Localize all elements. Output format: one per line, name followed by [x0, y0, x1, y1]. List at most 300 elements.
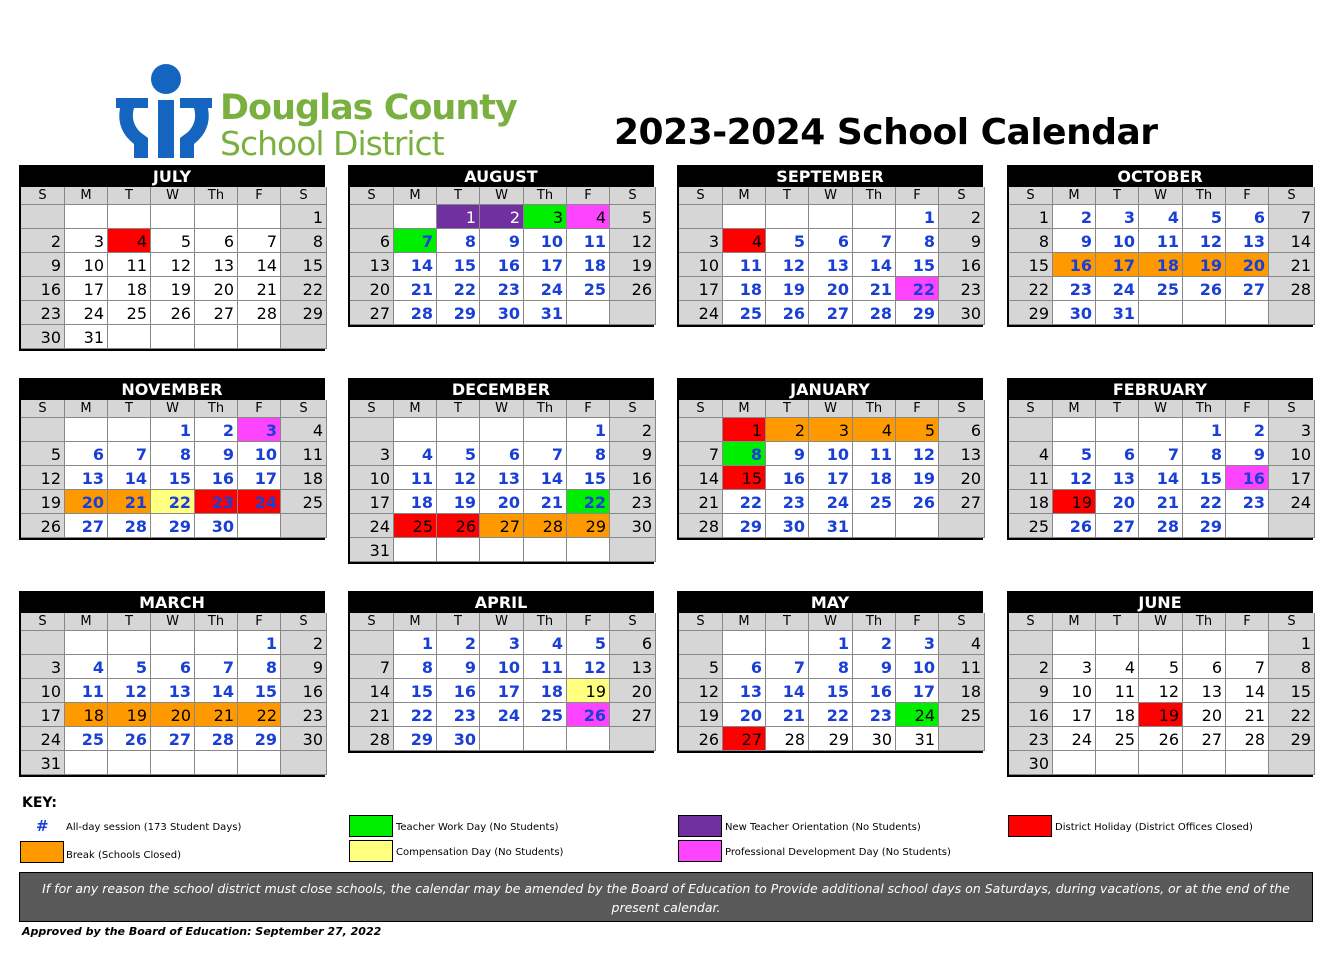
day-cell: 18	[723, 277, 766, 301]
day-cell: 25	[108, 301, 151, 325]
day-cell: 13	[65, 466, 108, 490]
weekday-header: M	[1053, 187, 1096, 205]
day-cell: 30	[480, 301, 524, 325]
day-cell: 14	[238, 253, 281, 277]
day-grid	[677, 187, 983, 327]
day-cell: 24	[1053, 727, 1096, 751]
day-cell: 8	[437, 229, 480, 253]
day-cell: 2	[437, 631, 480, 655]
day-cell: 26	[108, 727, 151, 751]
day-grid	[19, 187, 325, 351]
school-day-marker: #	[36, 817, 49, 835]
weekday-header: T	[766, 400, 809, 418]
day-cell: 16	[1226, 466, 1269, 490]
empty-cell	[809, 205, 853, 229]
day-cell: 16	[939, 253, 985, 277]
empty-cell	[853, 205, 896, 229]
empty-cell	[1096, 631, 1139, 655]
day-cell: 23	[1053, 277, 1096, 301]
empty-cell	[567, 538, 610, 562]
day-cell: 28	[1139, 514, 1183, 538]
day-cell: 6	[939, 418, 985, 442]
weekday-header: Th	[853, 187, 896, 205]
day-cell: 17	[480, 679, 524, 703]
day-cell: 12	[1053, 466, 1096, 490]
day-cell: 24	[480, 703, 524, 727]
month-january	[677, 378, 983, 540]
holiday-swatch	[1008, 815, 1052, 837]
weekday-header: S	[21, 613, 65, 631]
day-cell: 25	[723, 301, 766, 325]
empty-cell	[65, 418, 108, 442]
empty-cell	[1183, 751, 1226, 775]
empty-cell	[394, 538, 437, 562]
weekday-header: S	[939, 187, 985, 205]
day-cell: 23	[480, 277, 524, 301]
weekday-header: W	[151, 400, 195, 418]
empty-cell	[195, 325, 238, 349]
weekday-header: S	[350, 187, 394, 205]
day-cell: 6	[480, 442, 524, 466]
empty-cell	[480, 727, 524, 751]
month-name: MAY	[677, 591, 983, 613]
day-cell: 7	[108, 442, 151, 466]
day-cell: 16	[1009, 703, 1053, 727]
day-cell: 1	[394, 631, 437, 655]
day-cell: 13	[1096, 466, 1139, 490]
empty-cell	[238, 325, 281, 349]
day-cell: 8	[1009, 229, 1053, 253]
empty-cell	[723, 631, 766, 655]
day-cell: 20	[610, 679, 656, 703]
day-grid	[677, 613, 983, 753]
new-teacher-swatch	[678, 815, 722, 837]
day-cell: 5	[610, 205, 656, 229]
empty-cell	[1269, 514, 1315, 538]
month-name: AUGUST	[348, 165, 654, 187]
empty-cell	[1139, 301, 1183, 325]
weekday-header: S	[1269, 400, 1315, 418]
day-cell: 31	[524, 301, 567, 325]
weekday-header: F	[1226, 613, 1269, 631]
empty-cell	[394, 205, 437, 229]
weekday-header: F	[1226, 187, 1269, 205]
logo-figure-icon	[112, 60, 217, 165]
weekday-header: T	[437, 400, 480, 418]
day-cell: 22	[809, 703, 853, 727]
day-cell: 16	[1053, 253, 1096, 277]
day-cell: 18	[567, 253, 610, 277]
weekday-header: Th	[853, 400, 896, 418]
day-cell: 27	[195, 301, 238, 325]
day-cell: 30	[766, 514, 809, 538]
day-cell: 6	[65, 442, 108, 466]
day-cell: 5	[766, 229, 809, 253]
empty-cell	[1096, 418, 1139, 442]
day-cell: 6	[1183, 655, 1226, 679]
day-cell: 22	[281, 277, 327, 301]
day-cell: 17	[896, 679, 939, 703]
empty-cell	[195, 205, 238, 229]
day-cell: 2	[480, 205, 524, 229]
day-cell: 26	[896, 490, 939, 514]
day-cell: 4	[65, 655, 108, 679]
day-cell: 20	[1183, 703, 1226, 727]
empty-cell	[1096, 751, 1139, 775]
weekday-header: Th	[1183, 187, 1226, 205]
weekday-header: F	[238, 613, 281, 631]
day-cell: 24	[679, 301, 723, 325]
day-cell: 2	[610, 418, 656, 442]
day-cell: 1	[567, 418, 610, 442]
day-grid	[348, 187, 654, 327]
month-name: DECEMBER	[348, 378, 654, 400]
day-cell: 7	[1139, 442, 1183, 466]
day-cell: 13	[480, 466, 524, 490]
day-cell: 30	[21, 325, 65, 349]
empty-cell	[480, 538, 524, 562]
weekday-header: W	[480, 400, 524, 418]
day-cell: 9	[853, 655, 896, 679]
empty-cell	[350, 418, 394, 442]
day-cell: 13	[151, 679, 195, 703]
empty-cell	[238, 205, 281, 229]
weekday-header: S	[21, 187, 65, 205]
day-cell: 21	[853, 277, 896, 301]
day-cell: 26	[567, 703, 610, 727]
logo-line-2: School District	[220, 124, 444, 163]
day-cell: 8	[896, 229, 939, 253]
day-cell: 24	[350, 514, 394, 538]
empty-cell	[1183, 301, 1226, 325]
day-cell: 5	[151, 229, 195, 253]
weekday-header: Th	[524, 400, 567, 418]
weekday-header: M	[394, 187, 437, 205]
day-cell: 22	[567, 490, 610, 514]
weekday-header: S	[281, 613, 327, 631]
day-cell: 3	[238, 418, 281, 442]
day-cell: 16	[437, 679, 480, 703]
weekday-header: W	[1139, 613, 1183, 631]
day-cell: 20	[1096, 490, 1139, 514]
day-cell: 4	[723, 229, 766, 253]
day-cell: 14	[524, 466, 567, 490]
empty-cell	[1009, 631, 1053, 655]
day-cell: 26	[1053, 514, 1096, 538]
empty-cell	[610, 301, 656, 325]
key-compensation: Compensation Day (No Students)	[396, 847, 564, 858]
day-cell: 7	[766, 655, 809, 679]
day-cell: 2	[853, 631, 896, 655]
day-cell: 9	[610, 442, 656, 466]
day-cell: 4	[939, 631, 985, 655]
weekday-header: S	[281, 187, 327, 205]
day-cell: 29	[281, 301, 327, 325]
day-cell: 12	[610, 229, 656, 253]
day-cell: 19	[1183, 253, 1226, 277]
day-cell: 21	[394, 277, 437, 301]
day-cell: 3	[1053, 655, 1096, 679]
weekday-header: S	[610, 400, 656, 418]
day-cell: 13	[723, 679, 766, 703]
day-cell: 25	[939, 703, 985, 727]
weekday-header: M	[394, 613, 437, 631]
day-cell: 10	[896, 655, 939, 679]
day-cell: 29	[1183, 514, 1226, 538]
empty-cell	[1053, 751, 1096, 775]
day-cell: 6	[610, 631, 656, 655]
day-cell: 31	[350, 538, 394, 562]
weekday-header: S	[281, 400, 327, 418]
day-cell: 31	[896, 727, 939, 751]
day-cell: 9	[939, 229, 985, 253]
day-cell: 30	[1053, 301, 1096, 325]
empty-cell	[766, 205, 809, 229]
day-cell: 9	[281, 655, 327, 679]
day-cell: 9	[1226, 442, 1269, 466]
day-grid	[348, 400, 654, 564]
empty-cell	[1183, 631, 1226, 655]
weekday-header: Th	[524, 187, 567, 205]
month-name: NOVEMBER	[19, 378, 325, 400]
day-cell: 27	[809, 301, 853, 325]
empty-cell	[480, 418, 524, 442]
month-july	[19, 165, 325, 351]
weekday-header: T	[437, 187, 480, 205]
day-cell: 20	[480, 490, 524, 514]
weekday-header: M	[723, 400, 766, 418]
weekday-header: S	[679, 400, 723, 418]
weekday-header: Th	[1183, 613, 1226, 631]
day-cell: 3	[480, 631, 524, 655]
day-cell: 1	[1183, 418, 1226, 442]
day-cell: 4	[1139, 205, 1183, 229]
day-cell: 27	[65, 514, 108, 538]
day-cell: 12	[766, 253, 809, 277]
day-cell: 2	[939, 205, 985, 229]
weekday-header: M	[1053, 400, 1096, 418]
day-cell: 1	[238, 631, 281, 655]
day-cell: 13	[939, 442, 985, 466]
day-cell: 15	[281, 253, 327, 277]
weekday-header: M	[65, 187, 108, 205]
day-cell: 22	[1269, 703, 1315, 727]
empty-cell	[21, 631, 65, 655]
empty-cell	[939, 727, 985, 751]
day-cell: 15	[896, 253, 939, 277]
day-cell: 24	[1269, 490, 1315, 514]
day-cell: 1	[809, 631, 853, 655]
weekday-header: M	[723, 187, 766, 205]
day-cell: 10	[679, 253, 723, 277]
day-cell: 6	[350, 229, 394, 253]
day-cell: 19	[610, 253, 656, 277]
day-cell: 2	[1009, 655, 1053, 679]
day-cell: 17	[524, 253, 567, 277]
empty-cell	[1226, 514, 1269, 538]
empty-cell	[679, 631, 723, 655]
empty-cell	[195, 751, 238, 775]
day-cell: 25	[1139, 277, 1183, 301]
weekday-header: F	[896, 613, 939, 631]
day-cell: 24	[896, 703, 939, 727]
day-cell: 21	[195, 703, 238, 727]
month-name: JUNE	[1007, 591, 1313, 613]
day-cell: 13	[350, 253, 394, 277]
day-cell: 9	[480, 229, 524, 253]
day-cell: 21	[679, 490, 723, 514]
day-cell: 5	[1053, 442, 1096, 466]
day-cell: 20	[723, 703, 766, 727]
day-cell: 6	[809, 229, 853, 253]
weekday-header: T	[1096, 187, 1139, 205]
day-cell: 27	[480, 514, 524, 538]
month-april	[348, 591, 654, 753]
day-cell: 29	[1009, 301, 1053, 325]
day-cell: 3	[21, 655, 65, 679]
teacher-work-swatch	[349, 815, 393, 837]
day-cell: 15	[151, 466, 195, 490]
month-august	[348, 165, 654, 327]
day-cell: 5	[896, 418, 939, 442]
day-cell: 22	[437, 277, 480, 301]
month-name: FEBRUARY	[1007, 378, 1313, 400]
day-cell: 16	[21, 277, 65, 301]
day-cell: 4	[567, 205, 610, 229]
day-cell: 12	[108, 679, 151, 703]
day-cell: 3	[1269, 418, 1315, 442]
weekday-header: Th	[195, 613, 238, 631]
day-cell: 28	[108, 514, 151, 538]
day-cell: 23	[281, 703, 327, 727]
empty-cell	[1269, 751, 1315, 775]
day-cell: 6	[723, 655, 766, 679]
day-cell: 31	[1096, 301, 1139, 325]
day-cell: 16	[853, 679, 896, 703]
day-cell: 17	[65, 277, 108, 301]
day-cell: 1	[151, 418, 195, 442]
day-cell: 5	[679, 655, 723, 679]
day-cell: 12	[567, 655, 610, 679]
empty-cell	[151, 205, 195, 229]
day-cell: 30	[195, 514, 238, 538]
day-cell: 6	[1226, 205, 1269, 229]
day-cell: 5	[437, 442, 480, 466]
day-cell: 12	[1139, 679, 1183, 703]
day-cell: 21	[524, 490, 567, 514]
empty-cell	[394, 418, 437, 442]
weekday-header: F	[567, 400, 610, 418]
day-cell: 12	[21, 466, 65, 490]
empty-cell	[1009, 418, 1053, 442]
weekday-header: F	[896, 187, 939, 205]
day-cell: 30	[853, 727, 896, 751]
weekday-header: W	[151, 187, 195, 205]
day-cell: 31	[65, 325, 108, 349]
day-cell: 23	[437, 703, 480, 727]
weekday-header: F	[1226, 400, 1269, 418]
notice-banner: If for any reason the school district must close schools, the calendar may be amended by the Board of Education to Provide additional school days on Saturdays, during vacations, or at the end of the present calendar.	[19, 872, 1313, 922]
day-cell: 29	[896, 301, 939, 325]
day-cell: 27	[723, 727, 766, 751]
weekday-header: S	[1009, 400, 1053, 418]
day-cell: 12	[1183, 229, 1226, 253]
day-cell: 9	[21, 253, 65, 277]
day-cell: 29	[809, 727, 853, 751]
day-cell: 15	[437, 253, 480, 277]
day-cell: 15	[1269, 679, 1315, 703]
day-cell: 4	[1009, 442, 1053, 466]
day-cell: 27	[610, 703, 656, 727]
day-cell: 26	[1183, 277, 1226, 301]
day-cell: 27	[1183, 727, 1226, 751]
day-cell: 19	[108, 703, 151, 727]
day-cell: 17	[21, 703, 65, 727]
empty-cell	[567, 727, 610, 751]
weekday-header: T	[108, 187, 151, 205]
day-cell: 10	[350, 466, 394, 490]
day-cell: 11	[65, 679, 108, 703]
day-cell: 18	[939, 679, 985, 703]
day-cell: 5	[21, 442, 65, 466]
day-cell: 13	[1183, 679, 1226, 703]
day-cell: 20	[350, 277, 394, 301]
day-cell: 19	[151, 277, 195, 301]
day-cell: 23	[766, 490, 809, 514]
day-cell: 19	[1139, 703, 1183, 727]
weekday-header: F	[238, 400, 281, 418]
day-cell: 30	[939, 301, 985, 325]
day-cell: 12	[151, 253, 195, 277]
day-cell: 28	[394, 301, 437, 325]
day-cell: 29	[394, 727, 437, 751]
day-cell: 4	[524, 631, 567, 655]
day-cell: 26	[21, 514, 65, 538]
empty-cell	[939, 514, 985, 538]
day-cell: 10	[1269, 442, 1315, 466]
day-cell: 11	[939, 655, 985, 679]
weekday-header: T	[108, 613, 151, 631]
empty-cell	[1053, 418, 1096, 442]
day-cell: 28	[766, 727, 809, 751]
month-december	[348, 378, 654, 564]
day-cell: 17	[809, 466, 853, 490]
key-holiday: District Holiday (District Offices Closed)	[1055, 822, 1253, 833]
empty-cell	[1139, 631, 1183, 655]
day-cell: 8	[281, 229, 327, 253]
month-february	[1007, 378, 1313, 540]
empty-cell	[21, 205, 65, 229]
day-cell: 17	[1053, 703, 1096, 727]
empty-cell	[108, 325, 151, 349]
day-cell: 3	[809, 418, 853, 442]
day-cell: 23	[21, 301, 65, 325]
weekday-header: T	[437, 613, 480, 631]
day-cell: 15	[394, 679, 437, 703]
empty-cell	[896, 514, 939, 538]
weekday-header: S	[1269, 613, 1315, 631]
day-cell: 14	[679, 466, 723, 490]
empty-cell	[65, 205, 108, 229]
day-cell: 14	[350, 679, 394, 703]
day-cell: 28	[524, 514, 567, 538]
weekday-header: S	[1009, 187, 1053, 205]
month-name: SEPTEMBER	[677, 165, 983, 187]
day-cell: 2	[1226, 418, 1269, 442]
day-cell: 30	[610, 514, 656, 538]
day-cell: 16	[480, 253, 524, 277]
day-cell: 18	[1096, 703, 1139, 727]
